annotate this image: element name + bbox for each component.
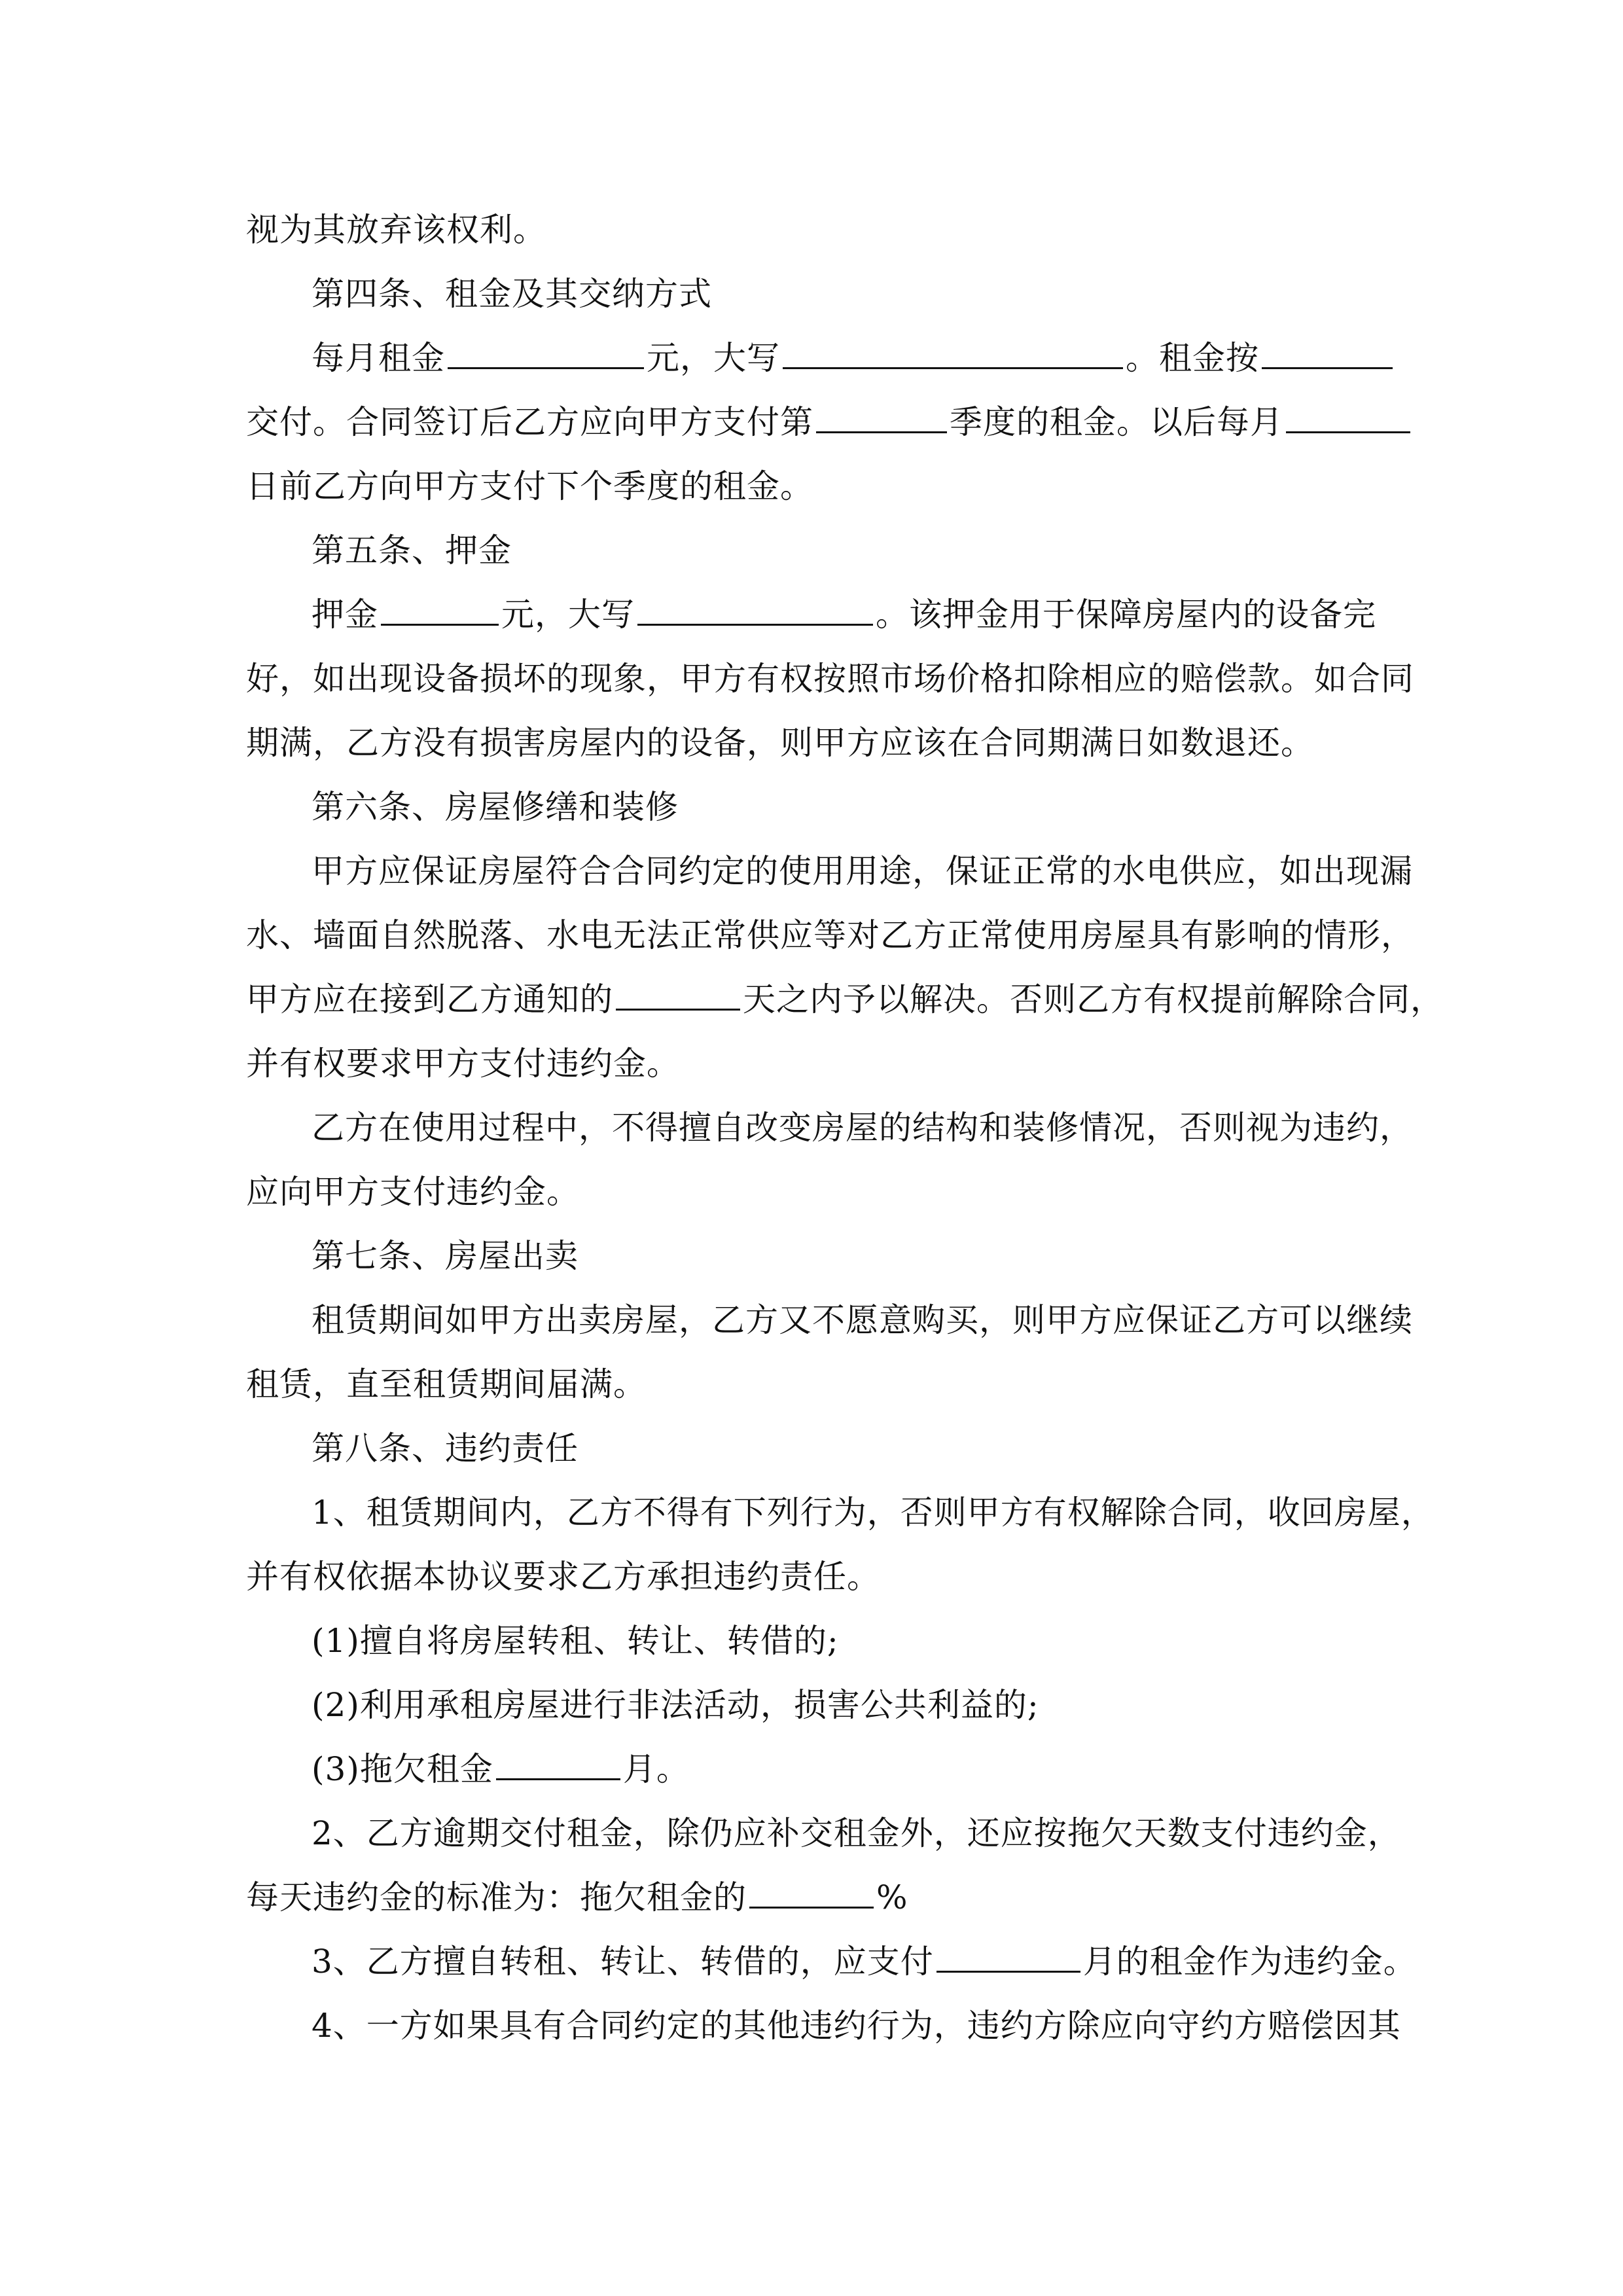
line-text: 甲方应在接到乙方通知的 [246,980,613,1018]
line-text: 水、墙面自然脱落、水电无法正常供应等对乙方正常使用房屋具有影响的情形， [246,916,1414,954]
paragraph-line [246,1801,1401,1865]
paragraph-line [246,839,1413,903]
line-text: 第四条、租金及其交纳方式 [312,275,712,313]
line-text: 甲方应保证房屋符合合同约定的使用用途，保证正常的水电供应，如出现漏 [312,852,1413,890]
paragraph-line [246,454,1377,518]
paragraph-line [246,1929,1417,1994]
line-text: % [876,1878,908,1916]
line-text: 押金 [312,596,378,634]
paragraph-line [246,390,1377,454]
line-text: 。租金按 [1126,339,1259,377]
line-text: 元，大写 [501,596,635,634]
line-text: 2、乙方逾期交付租金，除仍应补交租金外，还应按拖欠天数支付违约金， [312,1814,1401,1852]
line-text: 每天违约金的标准为：拖欠租金的 [246,1878,747,1916]
fill-in-blank [816,402,947,433]
line-text: 乙方在使用过程中，不得擅自改变房屋的结构和装修情况，否则视为违约， [312,1109,1413,1147]
paragraph-line [246,1288,1413,1352]
fill-in-blank [749,1877,874,1909]
paragraph-line [246,711,1377,775]
fill-in-blank [381,594,499,626]
line-text: 第七条、房屋出卖 [312,1237,579,1275]
paragraph-line [246,1416,1377,1480]
line-text: 交付。合同签订后乙方应向甲方支付第 [246,403,813,441]
paragraph-line [246,1609,1377,1673]
fill-in-blank [637,594,873,626]
paragraph-line [246,326,1377,390]
paragraph-line [246,262,1377,326]
paragraph-line [246,1737,1377,1801]
line-text: 月的租金作为违约金。 [1082,1943,1417,1981]
line-text: 租赁期间如甲方出卖房屋，乙方又不愿意购买，则甲方应保证乙方可以继续 [312,1301,1413,1339]
paragraph-line [246,967,1444,1031]
paragraph-line [246,903,1414,967]
line-text: 季度的租金。以后每月 [950,403,1283,441]
paragraph-line [246,1160,1377,1224]
line-text: 期满，乙方没有损害房屋内的设备，则甲方应该在合同期满日如数退还。 [246,724,1314,762]
line-text: 应向甲方支付违约金。 [246,1173,580,1211]
paragraph-line [246,1224,1377,1288]
paragraph-line [246,583,1377,647]
paragraph-line [246,1096,1413,1160]
line-text: 元，大写 [647,339,780,377]
paragraph-line [246,1352,1377,1416]
line-text: 第五条、押金 [312,531,512,569]
line-text: (3)拖欠租金 [312,1750,493,1788]
paragraph-line [246,518,1377,583]
paragraph-line [246,1545,1377,1609]
line-text: (2)利用承租房屋进行非法活动，损害公共利益的; [312,1686,1039,1724]
paragraph-line [246,775,1377,839]
line-text: 1、租赁期间内，乙方不得有下列行为，否则甲方有权解除合同，收回房屋， [312,1494,1435,1532]
line-text: 天之内予以解决。否则乙方有权提前解除合同， [743,980,1444,1018]
fill-in-blank [783,338,1123,369]
line-text: 3、乙方擅自转租、转让、转借的，应支付 [312,1943,934,1981]
line-text: 好，如出现设备损坏的现象，甲方有权按照市场价格扣除相应的赔偿款。如合同 [246,660,1414,698]
paragraph-line [246,1031,1377,1096]
fill-in-blank [496,1749,620,1780]
paragraph-line [246,1673,1377,1737]
paragraph-line [246,1865,1377,1929]
fill-in-blank [616,979,740,1011]
fill-in-blank [448,338,644,369]
document-body [246,198,1444,2058]
paragraph-line [246,1994,1401,2058]
fill-in-blank [1262,338,1393,369]
line-text: 视为其放弃该权利。 [246,211,546,249]
paragraph-line [246,198,1377,262]
line-text: 并有权依据本协议要求乙方承担违约责任。 [246,1558,880,1596]
line-text: 4、一方如果具有合同约定的其他违约行为，违约方除应向守约方赔偿因其 [312,2007,1401,2045]
paragraph-line [246,647,1414,711]
line-text: 并有权要求甲方支付违约金。 [246,1045,680,1083]
line-text: 第八条、违约责任 [312,1429,579,1467]
fill-in-blank [936,1941,1080,1973]
line-text: 日前乙方向甲方支付下个季度的租金。 [246,467,813,505]
fill-in-blank [1286,402,1410,433]
line-text: 。该押金用于保障房屋内的设备完 [876,596,1376,634]
line-text: 月。 [622,1750,690,1788]
paragraph-line [246,1480,1435,1545]
line-text: 租赁，直至租赁期间届满。 [246,1365,647,1403]
line-text: 第六条、房屋修缮和装修 [312,788,679,826]
line-text: (1)擅自将房屋转租、转让、转借的; [312,1622,839,1660]
line-text: 每月租金 [312,339,445,377]
